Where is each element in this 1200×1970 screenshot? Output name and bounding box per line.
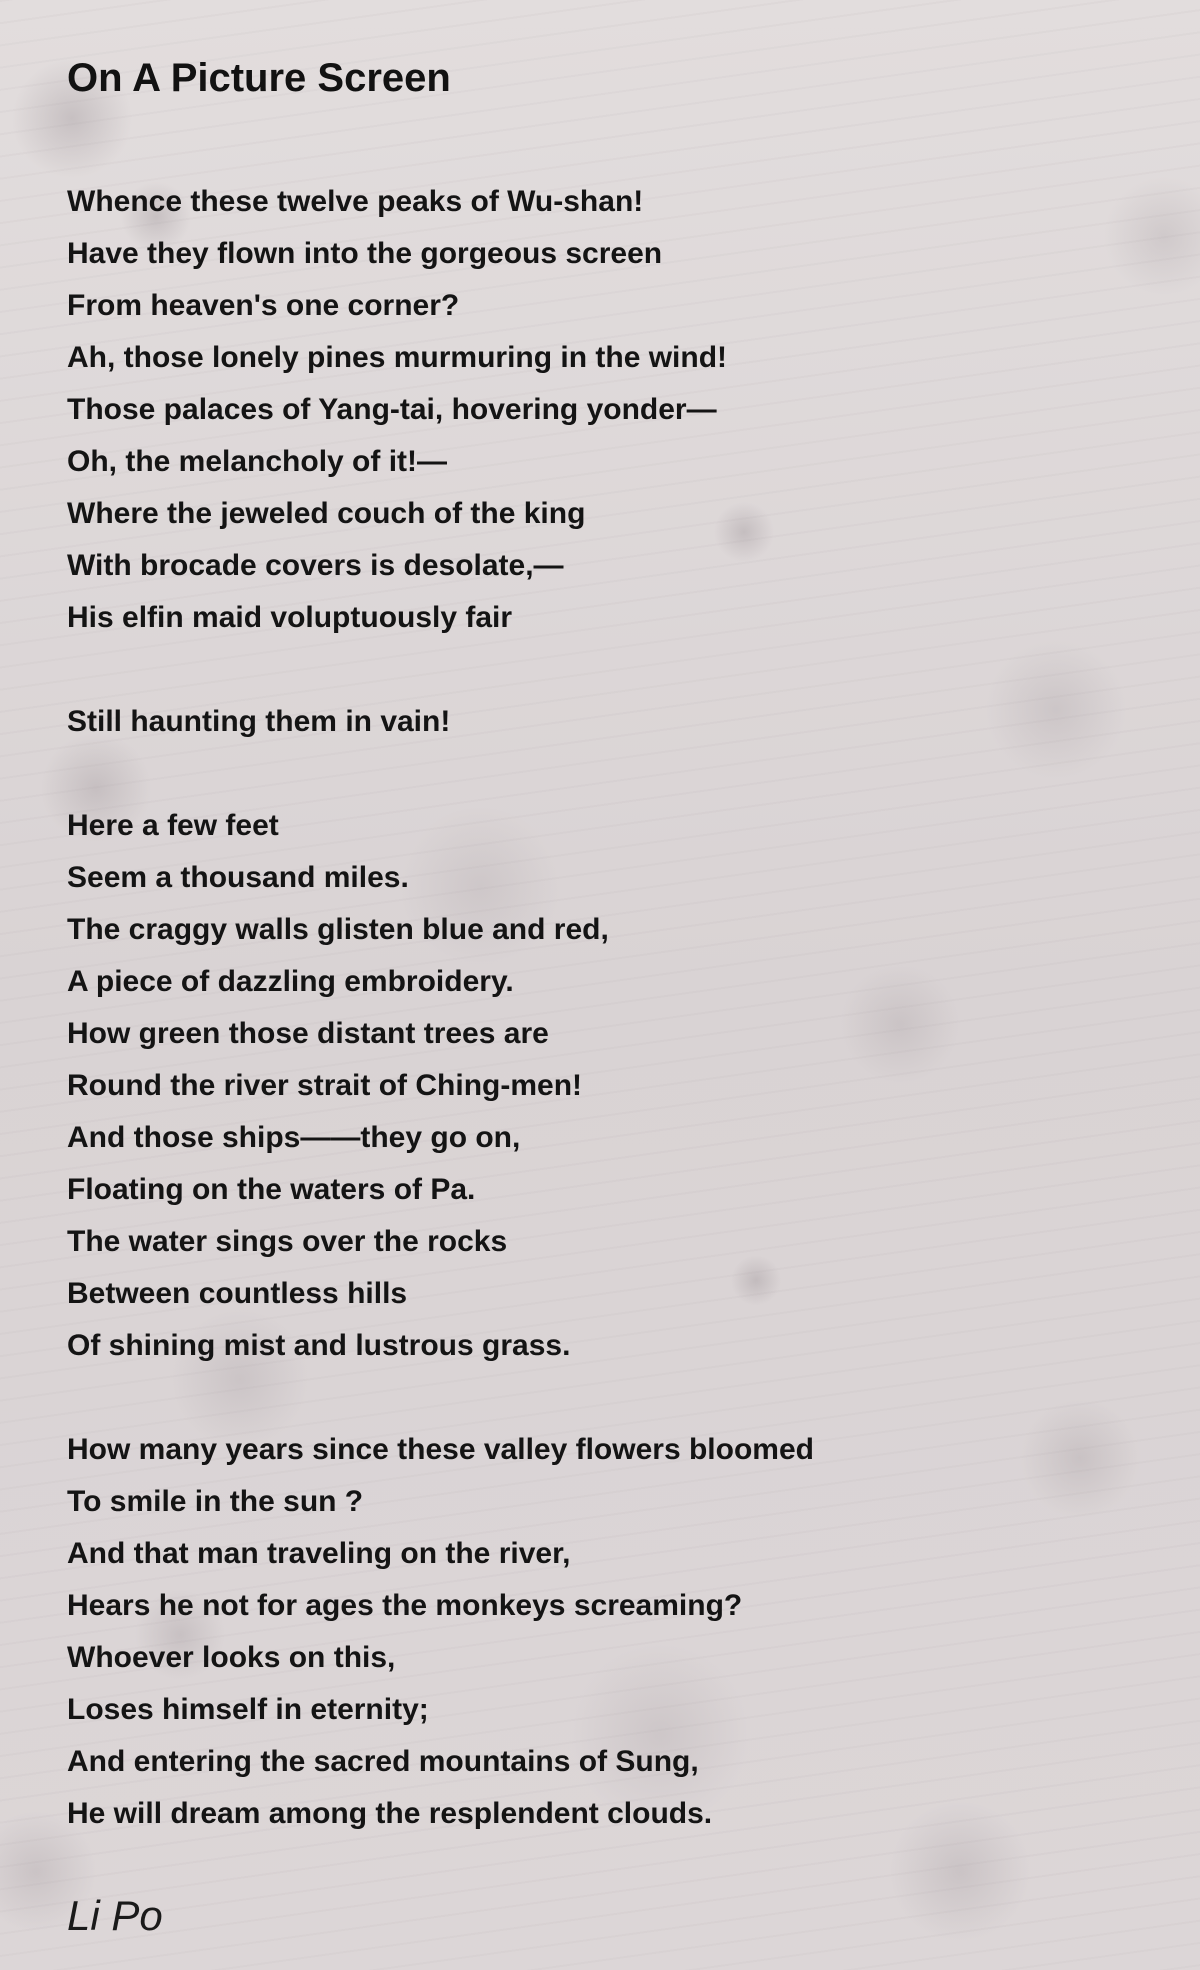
poem-line: Loses himself in eternity;: [67, 1693, 429, 1726]
poem-line: Whoever looks on this,: [67, 1641, 396, 1674]
poem-line: Seem a thousand miles.: [67, 861, 409, 894]
poem-page: [67, 48, 1147, 1946]
poem-line: Have they flown into the gorgeous screen: [67, 237, 663, 270]
poem-line: The craggy walls glisten blue and red,: [67, 913, 609, 946]
poem-line: With brocade covers is desolate,—: [67, 549, 564, 582]
poem-line: Those palaces of Yang-tai, hovering yonder—: [67, 393, 717, 426]
poem-line: A piece of dazzling embroidery.: [67, 965, 514, 998]
poem-line: Here a few feet: [67, 809, 279, 842]
poem-line: Oh, the melancholy of it!—: [67, 445, 448, 478]
poem-line: Floating on the waters of Pa.: [67, 1173, 476, 1206]
poem-line: And those ships——they go on,: [67, 1121, 521, 1154]
stanza-3: [67, 800, 1147, 1372]
poem-line: And entering the sacred mountains of Sung,: [67, 1745, 699, 1778]
poem-body: [67, 176, 1147, 1840]
poem-line: Whence these twelve peaks of Wu-shan!: [67, 185, 644, 218]
poem-line: How green those distant trees are: [67, 1017, 549, 1050]
poem-line: He will dream among the resplendent clouds.: [67, 1797, 713, 1830]
poem-title: On A Picture Screen: [67, 56, 451, 100]
poem-line: Where the jeweled couch of the king: [67, 497, 586, 530]
stanza-4: [67, 1424, 1147, 1840]
poem-line: His elfin maid voluptuously fair: [67, 601, 513, 634]
poem-line: From heaven's one corner?: [67, 289, 460, 322]
poem-line: Of shining mist and lustrous grass.: [67, 1329, 571, 1362]
poem-author: Li Po: [67, 1892, 163, 1939]
poem-line: How many years since these valley flowers bloomed: [67, 1433, 814, 1466]
stanza-2: [67, 696, 1147, 748]
poem-line: Ah, those lonely pines murmuring in the wind!: [67, 341, 728, 374]
poem-line: Round the river strait of Ching-men!: [67, 1069, 583, 1102]
poem-line: Still haunting them in vain!: [67, 705, 451, 738]
stanza-1: [67, 176, 1147, 644]
poem-line: The water sings over the rocks: [67, 1225, 508, 1258]
poem-line: And that man traveling on the river,: [67, 1537, 571, 1570]
poem-line: To smile in the sun ?: [67, 1485, 364, 1518]
poem-line: Hears he not for ages the monkeys screaming?: [67, 1589, 743, 1622]
poem-line: Between countless hills: [67, 1277, 408, 1310]
